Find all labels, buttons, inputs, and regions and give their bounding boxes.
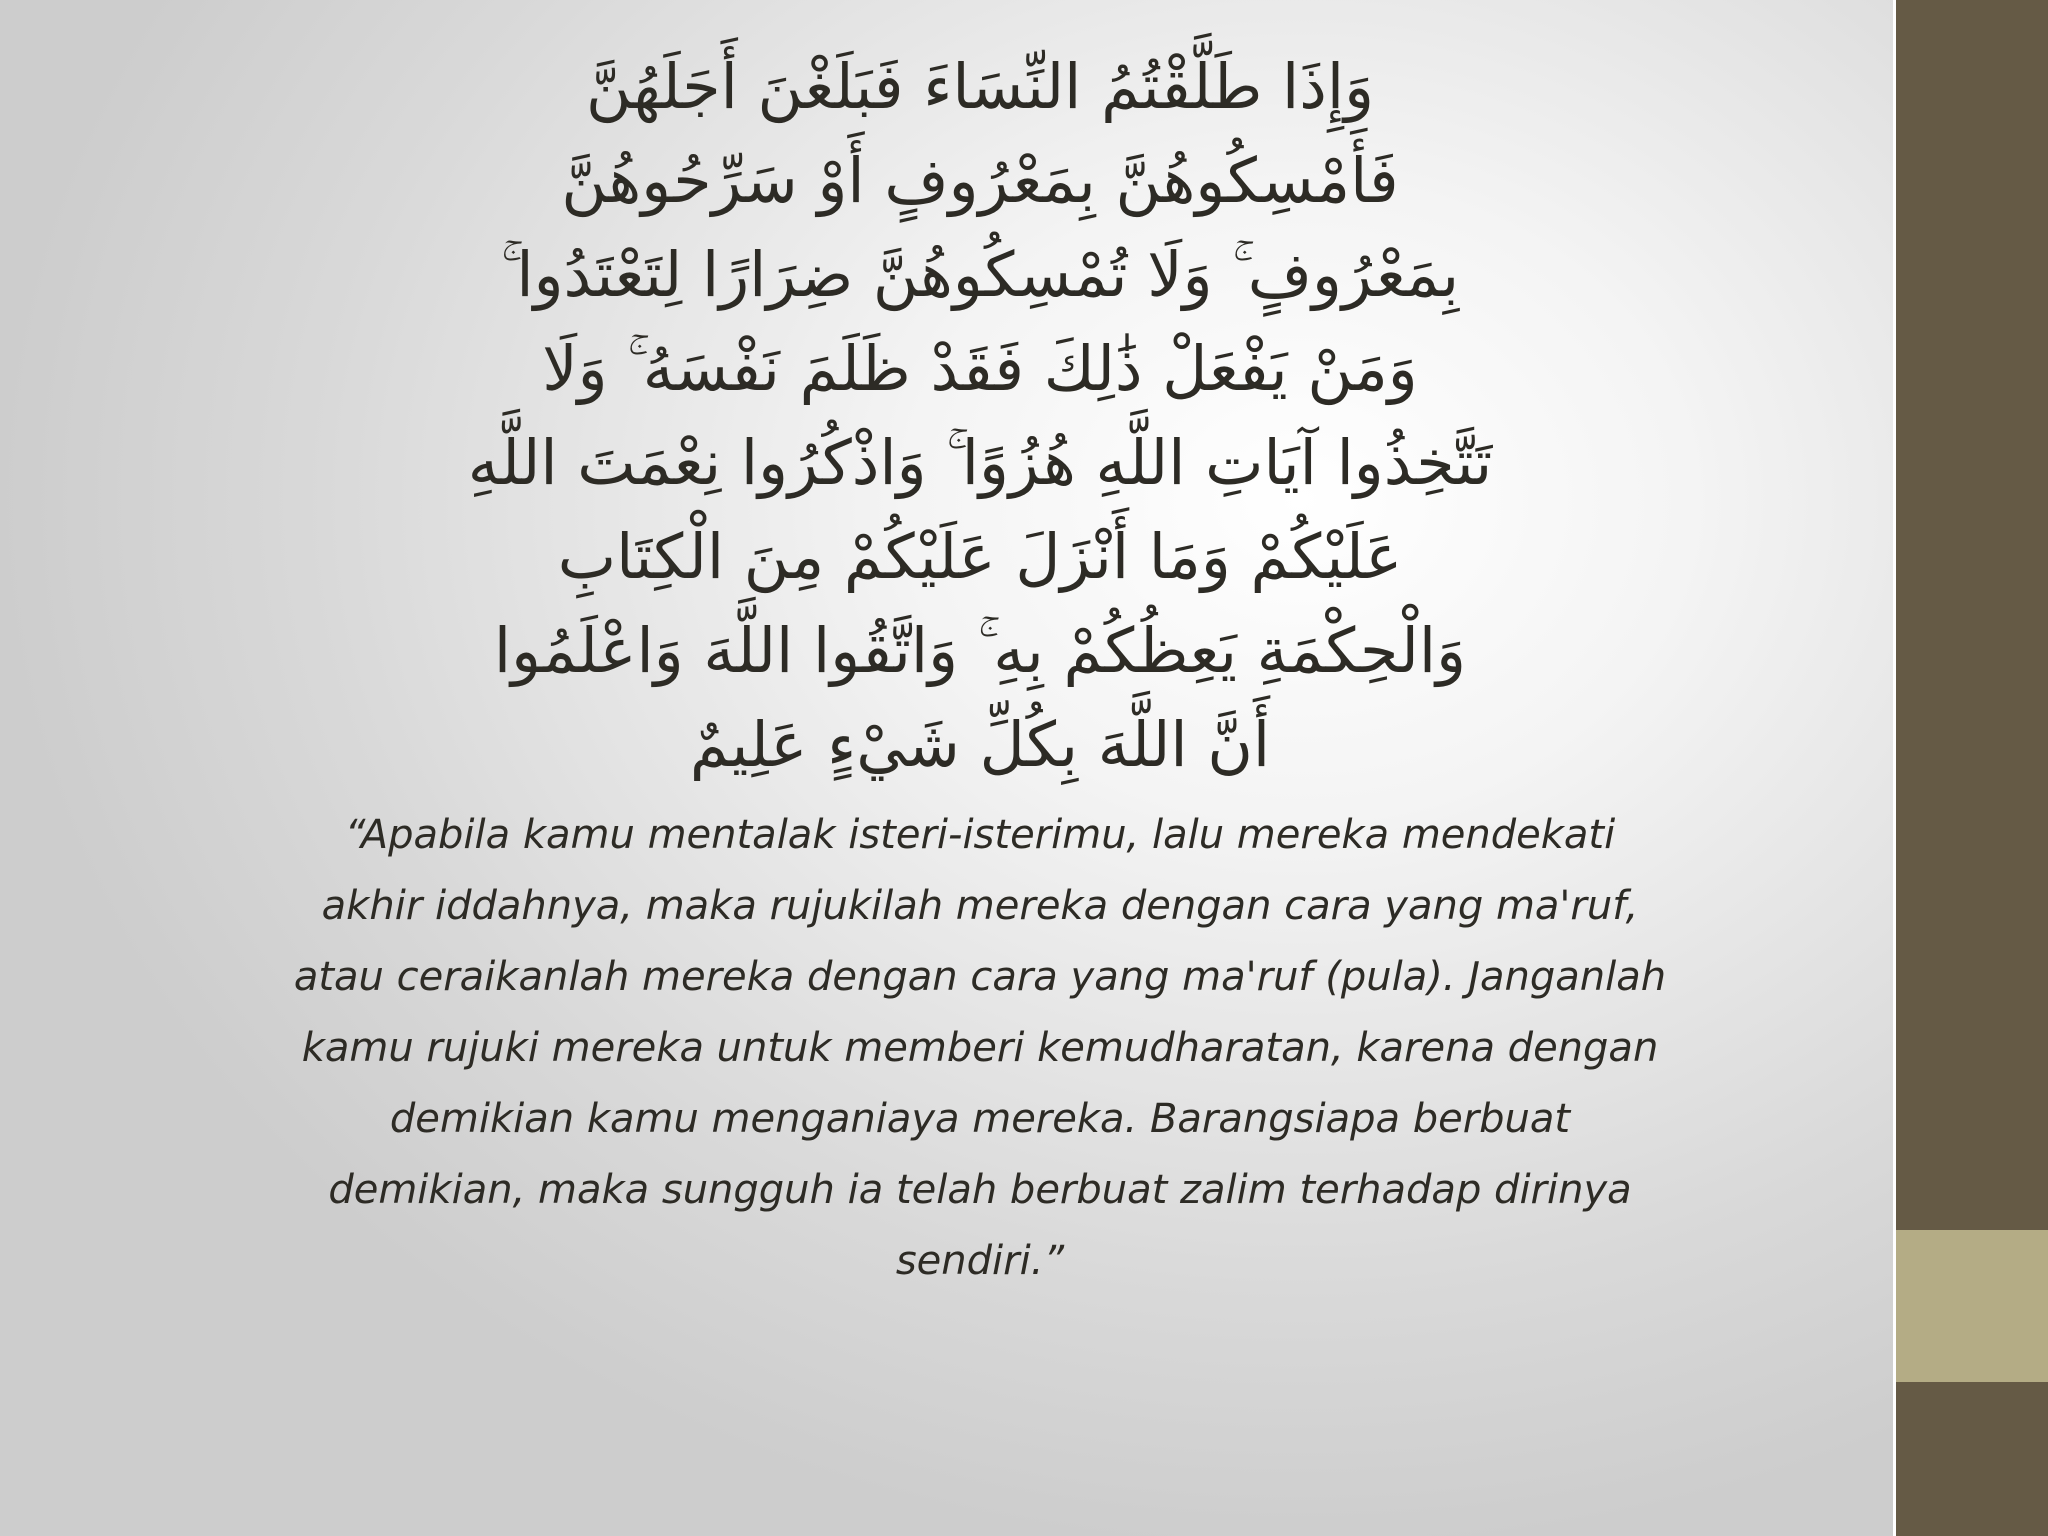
sidebar-band-accent	[1896, 1230, 2048, 1382]
translation-line: demikian kamu menganiaya mereka. Barangsiapa berbuat	[389, 1096, 1571, 1142]
translation-line: akhir iddahnya, maka rujukilah mereka dengan cara yang ma'ruf,	[321, 883, 1639, 929]
translation-line: demikian, maka sungguh ia telah berbuat zalim terhadap dirinya	[328, 1167, 1632, 1213]
arabic-verse-line: أَنَّ اللَّهَ بِكُلِّ شَيْءٍ عَلِيمٌ	[689, 708, 1271, 781]
arabic-verse-line: وَمَنْ يَفْعَلْ ذَٰلِكَ فَقَدْ ظَلَمَ نَفْسَهُ ۚ وَلَا	[542, 332, 1418, 405]
verse-translation	[120, 800, 1840, 1297]
translation-line: sendiri.”	[895, 1238, 1065, 1284]
translation-line: atau ceraikanlah mereka dengan cara yang ma'ruf (pula). Janganlah	[293, 954, 1667, 1000]
slide-content	[120, 40, 1840, 1297]
translation-line: “Apabila kamu mentalak isteri-isterimu, lalu mereka mendekati	[344, 812, 1616, 858]
sidebar-band-bottom	[1896, 1382, 2048, 1536]
arabic-verse-line: فَأَمْسِكُوهُنَّ بِمَعْرُوفٍ أَوْ سَرِّحُوهُنَّ	[561, 144, 1399, 217]
arabic-verse-line: عَلَيْكُمْ وَمَا أَنْزَلَ عَلَيْكُمْ مِنَ الْكِتَابِ	[557, 520, 1403, 593]
decorative-sidebar	[1896, 0, 2048, 1536]
arabic-verse-line: تَتَّخِذُوا آيَاتِ اللَّهِ هُزُوًا ۚ وَاذْكُرُوا نِعْمَتَ اللَّهِ	[467, 426, 1493, 499]
arabic-verse-line: وَإِذَا طَلَّقْتُمُ النِّسَاءَ فَبَلَغْنَ أَجَلَهُنَّ	[585, 50, 1375, 123]
arabic-verse	[120, 40, 1840, 792]
translation-line: kamu rujuki mereka untuk memberi kemudharatan, karena dengan	[301, 1025, 1659, 1071]
arabic-verse-line: وَالْحِكْمَةِ يَعِظُكُمْ بِهِ ۚ وَاتَّقُوا اللَّهَ وَاعْلَمُوا	[493, 614, 1467, 687]
sidebar-band-top	[1896, 0, 2048, 1230]
arabic-verse-line: بِمَعْرُوفٍ ۚ وَلَا تُمْسِكُوهُنَّ ضِرَارًا لِتَعْتَدُوا ۚ	[500, 238, 1460, 311]
